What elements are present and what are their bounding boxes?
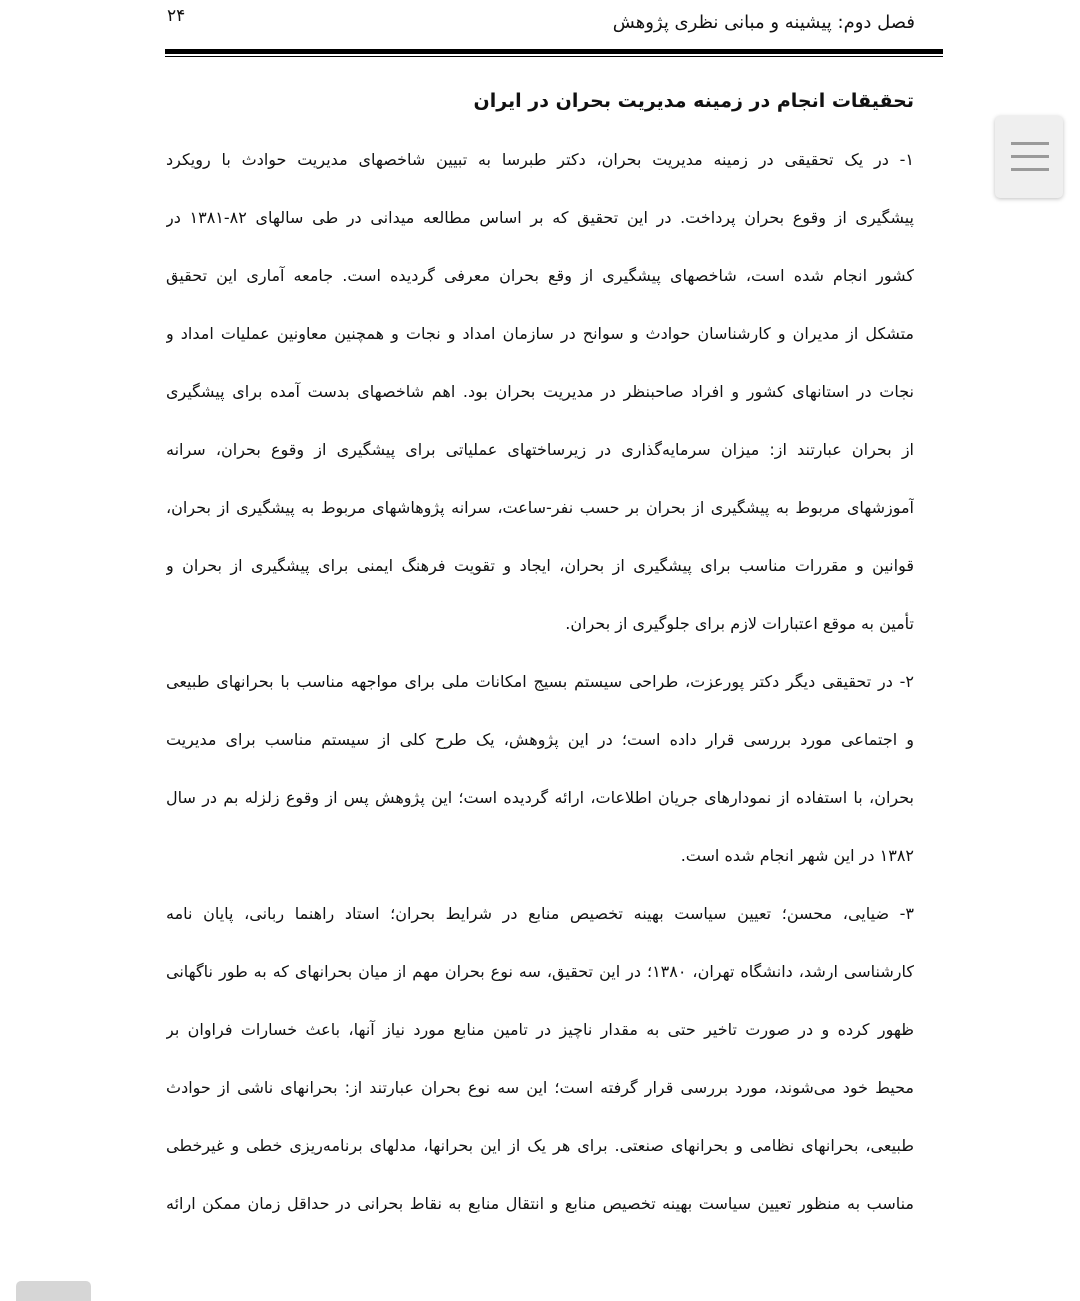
text-line: پیشگیری از وقوع بحران پرداخت. در این تحقیق که بر اساس مطالعه میدانی در طی سالهای ۸۲-۱۳۸۱ در [166, 208, 914, 227]
header-rule-thick [165, 49, 943, 54]
text-line: ۱۳۸۲ در این شهر انجام شده است. [680, 846, 914, 865]
text-line: تأمین به موقع اعتبارات لازم برای جلوگیری از بحران. [565, 614, 914, 633]
text-line: مناسب به منظور تعیین سیاست بهینه تخصیص منابع و انتقال منابع به نقاط بحرانی در حداقل زمان ممکن ارائه [166, 1194, 914, 1213]
text-line: ۳- ضیایی، محسن؛ تعیین سیاست بهینه تخصیص منابع در شرایط بحران؛ استاد راهنما ربانی، پایان نامه [166, 904, 914, 923]
menu-icon-bar [1011, 155, 1049, 158]
paragraph-2 [166, 664, 914, 896]
bottom-tab-handle[interactable] [16, 1281, 91, 1301]
chapter-title: فصل دوم: پیشینه و مبانی نظری پژوهش [612, 12, 915, 33]
text-line: قوانین و مقررات مناسب برای پیشگیری از بحران، ایجاد و تقویت فرهنگ ایمنی برای پیشگیری از بحران و [166, 556, 914, 575]
text-line: ظهور کرده و در صورت تاخیر حتی به مقدار ناچیز در تامین منابع مورد نیاز آنها، باعث خسارات فراوان بر [166, 1020, 914, 1039]
text-line: کشور انجام شده است، شاخصهای پیشگیری از وقع بحران معرفی گردیده است. جامعه آماری این تحقیق [166, 266, 914, 285]
menu-icon-bar [1011, 168, 1049, 171]
text-line: ۱- در یک تحقیقی در زمینه مدیریت بحران، دکتر طبرسا به تبیین شاخصهای مدیریت حوادث با رویکرد [166, 150, 914, 169]
menu-button[interactable] [995, 116, 1063, 198]
text-line: ۲- در تحقیقی دیگر دکتر پورعزت، طراحی سیستم بسیج امکانات ملی برای مواجهه مناسب با بحرانهای طبیعی [166, 672, 914, 691]
text-line: محیط خود می‌شوند، مورد بررسی قرار گرفته است؛ این سه نوع بحران عبارتند از: بحرانهای ناشی از حوادث [166, 1078, 914, 1097]
paragraph-3 [166, 896, 914, 1244]
menu-icon-bar [1011, 142, 1049, 145]
text-line: آموزشهای مربوط به پیشگیری از بحران بر حسب نفر-ساعت، سرانه پژوهاشهای مربوط به پیشگیری از بحران، [166, 498, 914, 517]
text-line: متشکل از مدیران و کارشناسان حوادث و سوانح در سازمان امداد و نجات و همچنین معاونین عملیات امداد و [166, 324, 914, 343]
section-heading: تحقیقات انجام در زمینه مدیریت بحران در ایران [473, 90, 914, 112]
paragraph-1 [166, 142, 914, 664]
text-line: طبیعی، بحرانهای نظامی و بحرانهای صنعتی. برای هر یک از این بحرانها، مدلهای برنامه‌ریزی خطی و غیرخطی [166, 1136, 914, 1155]
header-rule-thin [165, 56, 943, 57]
page-number: ۲۴ [167, 6, 186, 26]
text-line: کارشناسی ارشد، دانشگاه تهران، ۱۳۸۰؛ در این تحقیق، سه نوع بحران مهم از میان بحرانهای که به طور ناگهانی [166, 962, 914, 981]
body-text [166, 142, 914, 1244]
text-line: از بحران عبارتند از: میزان سرمایه‌گذاری در زیرساختهای عملیاتی برای پیشگیری از وقوع بحران، سرانه [166, 440, 914, 459]
text-line: و اجتماعی مورد بررسی قرار داده است؛ در این پژوهش، یک طرح کلی از سیستم مناسب برای مدیریت [166, 730, 914, 749]
text-line: نجات در استانهای کشور و افراد صاحبنظر در مدیریت بحران بود. اهم شاخصهای بدست آمده برای پیشگیری [166, 382, 914, 401]
text-line: بحران، با استفاده از نمودارهای جریان اطلاعات، ارائه گردیده است؛ این پژوهش پس از وقوع زلزله بم در سال [166, 788, 914, 807]
page-header [165, 0, 943, 60]
